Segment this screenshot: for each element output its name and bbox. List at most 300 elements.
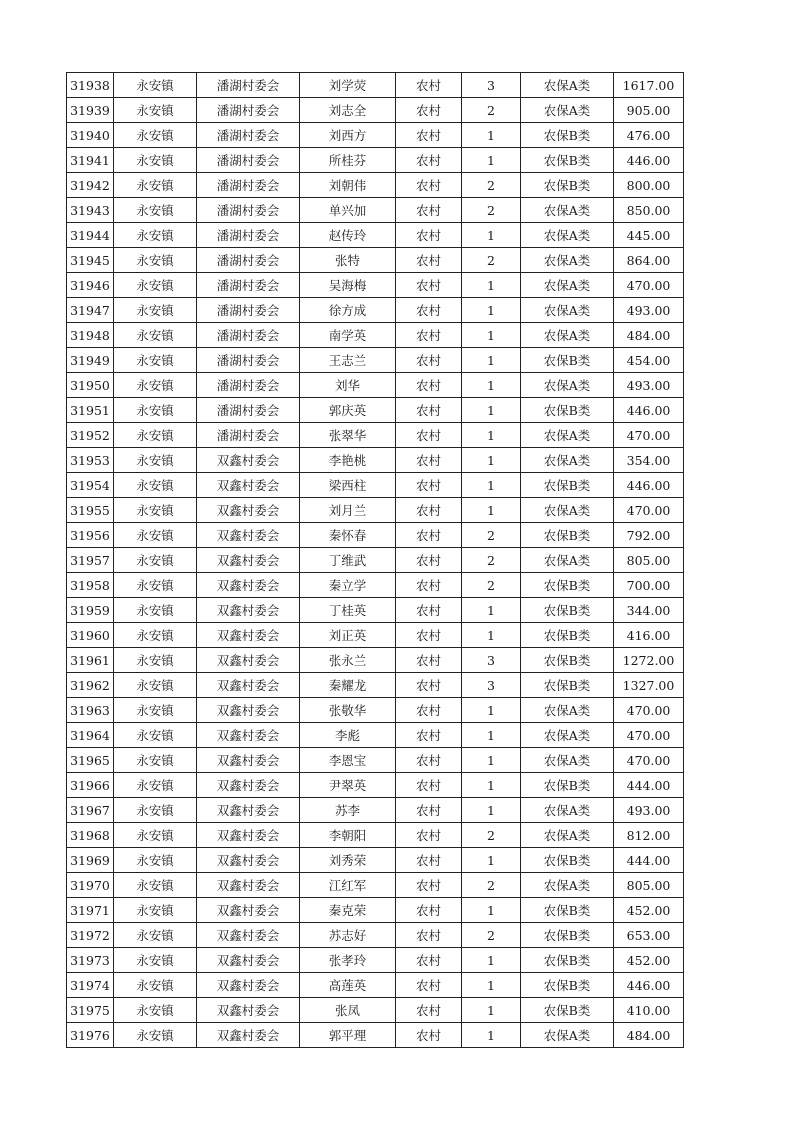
household-type-cell: 农村 [396, 123, 462, 148]
table-row [67, 348, 684, 373]
record-id-cell: 31944 [67, 223, 114, 248]
household-type-cell: 农村 [396, 373, 462, 398]
town-cell: 永安镇 [114, 348, 197, 373]
category-cell: 农保A类 [521, 823, 614, 848]
town-cell: 永安镇 [114, 373, 197, 398]
town-cell: 永安镇 [114, 698, 197, 723]
table-row [67, 798, 684, 823]
household-type-cell: 农村 [396, 648, 462, 673]
category-cell: 农保B类 [521, 523, 614, 548]
category-cell: 农保B类 [521, 473, 614, 498]
household-size-cell: 1 [462, 298, 521, 323]
name-cell: 郭平理 [300, 1023, 396, 1048]
amount-cell: 792.00 [614, 523, 684, 548]
village-committee-cell: 双鑫村委会 [197, 698, 300, 723]
category-cell: 农保A类 [521, 298, 614, 323]
record-id-cell: 31971 [67, 898, 114, 923]
village-committee-cell: 双鑫村委会 [197, 573, 300, 598]
household-type-cell: 农村 [396, 573, 462, 598]
household-type-cell: 农村 [396, 1023, 462, 1048]
name-cell: 张凤 [300, 998, 396, 1023]
table-row [67, 248, 684, 273]
name-cell: 秦立学 [300, 573, 396, 598]
roster-table-body [67, 73, 684, 1048]
category-cell: 农保B类 [521, 173, 614, 198]
household-size-cell: 1 [462, 848, 521, 873]
household-size-cell: 3 [462, 73, 521, 98]
name-cell: 丁维武 [300, 548, 396, 573]
name-cell: 丁桂英 [300, 598, 396, 623]
town-cell: 永安镇 [114, 773, 197, 798]
village-committee-cell: 潘湖村委会 [197, 273, 300, 298]
household-size-cell: 1 [462, 348, 521, 373]
household-size-cell: 1 [462, 798, 521, 823]
record-id-cell: 31951 [67, 398, 114, 423]
amount-cell: 493.00 [614, 373, 684, 398]
amount-cell: 410.00 [614, 998, 684, 1023]
name-cell: 尹翠英 [300, 773, 396, 798]
household-size-cell: 1 [462, 748, 521, 773]
village-committee-cell: 潘湖村委会 [197, 423, 300, 448]
household-size-cell: 2 [462, 548, 521, 573]
name-cell: 李艳桃 [300, 448, 396, 473]
village-committee-cell: 双鑫村委会 [197, 473, 300, 498]
town-cell: 永安镇 [114, 398, 197, 423]
table-row [67, 98, 684, 123]
table-row [67, 373, 684, 398]
household-type-cell: 农村 [396, 223, 462, 248]
household-type-cell: 农村 [396, 823, 462, 848]
category-cell: 农保A类 [521, 548, 614, 573]
name-cell: 刘华 [300, 373, 396, 398]
table-row [67, 1023, 684, 1048]
name-cell: 单兴加 [300, 198, 396, 223]
name-cell: 刘学荧 [300, 73, 396, 98]
town-cell: 永安镇 [114, 498, 197, 523]
household-type-cell: 农村 [396, 848, 462, 873]
amount-cell: 850.00 [614, 198, 684, 223]
town-cell: 永安镇 [114, 448, 197, 473]
household-size-cell: 1 [462, 398, 521, 423]
table-row [67, 598, 684, 623]
village-committee-cell: 潘湖村委会 [197, 198, 300, 223]
record-id-cell: 31947 [67, 298, 114, 323]
village-committee-cell: 双鑫村委会 [197, 948, 300, 973]
village-committee-cell: 双鑫村委会 [197, 873, 300, 898]
record-id-cell: 31940 [67, 123, 114, 148]
record-id-cell: 31972 [67, 923, 114, 948]
name-cell: 李恩宝 [300, 748, 396, 773]
table-row [67, 148, 684, 173]
town-cell: 永安镇 [114, 123, 197, 148]
record-id-cell: 31953 [67, 448, 114, 473]
town-cell: 永安镇 [114, 648, 197, 673]
town-cell: 永安镇 [114, 848, 197, 873]
town-cell: 永安镇 [114, 898, 197, 923]
village-committee-cell: 双鑫村委会 [197, 598, 300, 623]
table-row [67, 573, 684, 598]
record-id-cell: 31957 [67, 548, 114, 573]
household-size-cell: 1 [462, 498, 521, 523]
household-type-cell: 农村 [396, 198, 462, 223]
name-cell: 徐方成 [300, 298, 396, 323]
household-type-cell: 农村 [396, 448, 462, 473]
amount-cell: 864.00 [614, 248, 684, 273]
amount-cell: 444.00 [614, 773, 684, 798]
record-id-cell: 31965 [67, 748, 114, 773]
town-cell: 永安镇 [114, 748, 197, 773]
name-cell: 张翠华 [300, 423, 396, 448]
category-cell: 农保A类 [521, 798, 614, 823]
town-cell: 永安镇 [114, 473, 197, 498]
category-cell: 农保A类 [521, 873, 614, 898]
town-cell: 永安镇 [114, 73, 197, 98]
category-cell: 农保A类 [521, 323, 614, 348]
town-cell: 永安镇 [114, 1023, 197, 1048]
record-id-cell: 31968 [67, 823, 114, 848]
table-row [67, 748, 684, 773]
amount-cell: 446.00 [614, 973, 684, 998]
household-size-cell: 1 [462, 423, 521, 448]
amount-cell: 446.00 [614, 398, 684, 423]
household-size-cell: 1 [462, 598, 521, 623]
category-cell: 农保A类 [521, 423, 614, 448]
roster-table [66, 72, 684, 1048]
category-cell: 农保A类 [521, 723, 614, 748]
name-cell: 张特 [300, 248, 396, 273]
village-committee-cell: 潘湖村委会 [197, 398, 300, 423]
amount-cell: 454.00 [614, 348, 684, 373]
household-size-cell: 1 [462, 273, 521, 298]
table-row [67, 473, 684, 498]
name-cell: 苏李 [300, 798, 396, 823]
household-size-cell: 2 [462, 573, 521, 598]
amount-cell: 470.00 [614, 423, 684, 448]
village-committee-cell: 双鑫村委会 [197, 1023, 300, 1048]
household-type-cell: 农村 [396, 148, 462, 173]
village-committee-cell: 双鑫村委会 [197, 773, 300, 798]
table-row [67, 823, 684, 848]
town-cell: 永安镇 [114, 248, 197, 273]
amount-cell: 470.00 [614, 723, 684, 748]
village-committee-cell: 双鑫村委会 [197, 548, 300, 573]
name-cell: 刘志全 [300, 98, 396, 123]
category-cell: 农保B类 [521, 648, 614, 673]
table-row [67, 998, 684, 1023]
town-cell: 永安镇 [114, 223, 197, 248]
table-row [67, 648, 684, 673]
household-size-cell: 2 [462, 198, 521, 223]
household-type-cell: 农村 [396, 98, 462, 123]
household-size-cell: 1 [462, 698, 521, 723]
amount-cell: 445.00 [614, 223, 684, 248]
amount-cell: 470.00 [614, 698, 684, 723]
village-committee-cell: 双鑫村委会 [197, 673, 300, 698]
village-committee-cell: 双鑫村委会 [197, 973, 300, 998]
household-type-cell: 农村 [396, 523, 462, 548]
household-size-cell: 2 [462, 173, 521, 198]
record-id-cell: 31941 [67, 148, 114, 173]
village-committee-cell: 潘湖村委会 [197, 123, 300, 148]
amount-cell: 484.00 [614, 323, 684, 348]
village-committee-cell: 双鑫村委会 [197, 648, 300, 673]
household-size-cell: 1 [462, 773, 521, 798]
record-id-cell: 31954 [67, 473, 114, 498]
household-size-cell: 2 [462, 923, 521, 948]
household-size-cell: 3 [462, 673, 521, 698]
name-cell: 刘月兰 [300, 498, 396, 523]
village-committee-cell: 双鑫村委会 [197, 723, 300, 748]
household-type-cell: 农村 [396, 923, 462, 948]
category-cell: 农保A类 [521, 73, 614, 98]
table-row [67, 223, 684, 248]
category-cell: 农保B类 [521, 898, 614, 923]
household-size-cell: 1 [462, 898, 521, 923]
category-cell: 农保B类 [521, 973, 614, 998]
town-cell: 永安镇 [114, 98, 197, 123]
town-cell: 永安镇 [114, 973, 197, 998]
household-size-cell: 1 [462, 223, 521, 248]
village-committee-cell: 潘湖村委会 [197, 73, 300, 98]
household-size-cell: 1 [462, 623, 521, 648]
record-id-cell: 31942 [67, 173, 114, 198]
household-size-cell: 1 [462, 998, 521, 1023]
village-committee-cell: 潘湖村委会 [197, 323, 300, 348]
household-type-cell: 农村 [396, 423, 462, 448]
name-cell: 赵传玲 [300, 223, 396, 248]
town-cell: 永安镇 [114, 598, 197, 623]
name-cell: 秦克荣 [300, 898, 396, 923]
household-type-cell: 农村 [396, 948, 462, 973]
category-cell: 农保A类 [521, 248, 614, 273]
household-type-cell: 农村 [396, 323, 462, 348]
table-row [67, 698, 684, 723]
category-cell: 农保A类 [521, 273, 614, 298]
amount-cell: 470.00 [614, 498, 684, 523]
household-type-cell: 农村 [396, 698, 462, 723]
village-committee-cell: 潘湖村委会 [197, 248, 300, 273]
village-committee-cell: 双鑫村委会 [197, 923, 300, 948]
household-type-cell: 农村 [396, 973, 462, 998]
table-row [67, 73, 684, 98]
amount-cell: 700.00 [614, 573, 684, 598]
table-row [67, 773, 684, 798]
town-cell: 永安镇 [114, 173, 197, 198]
category-cell: 农保A类 [521, 448, 614, 473]
table-row [67, 848, 684, 873]
table-row [67, 973, 684, 998]
table-row [67, 723, 684, 748]
category-cell: 农保A类 [521, 373, 614, 398]
household-size-cell: 3 [462, 648, 521, 673]
amount-cell: 446.00 [614, 148, 684, 173]
amount-cell: 1327.00 [614, 673, 684, 698]
category-cell: 农保A类 [521, 698, 614, 723]
town-cell: 永安镇 [114, 323, 197, 348]
amount-cell: 812.00 [614, 823, 684, 848]
amount-cell: 416.00 [614, 623, 684, 648]
table-row [67, 423, 684, 448]
village-committee-cell: 潘湖村委会 [197, 348, 300, 373]
village-committee-cell: 双鑫村委会 [197, 448, 300, 473]
record-id-cell: 31949 [67, 348, 114, 373]
village-committee-cell: 双鑫村委会 [197, 998, 300, 1023]
category-cell: 农保B类 [521, 573, 614, 598]
town-cell: 永安镇 [114, 673, 197, 698]
household-type-cell: 农村 [396, 73, 462, 98]
category-cell: 农保B类 [521, 148, 614, 173]
village-committee-cell: 双鑫村委会 [197, 798, 300, 823]
village-committee-cell: 潘湖村委会 [197, 173, 300, 198]
record-id-cell: 31945 [67, 248, 114, 273]
amount-cell: 446.00 [614, 473, 684, 498]
amount-cell: 452.00 [614, 948, 684, 973]
household-size-cell: 1 [462, 448, 521, 473]
record-id-cell: 31952 [67, 423, 114, 448]
amount-cell: 470.00 [614, 748, 684, 773]
town-cell: 永安镇 [114, 873, 197, 898]
category-cell: 农保B类 [521, 623, 614, 648]
category-cell: 农保A类 [521, 223, 614, 248]
name-cell: 王志兰 [300, 348, 396, 373]
household-size-cell: 2 [462, 823, 521, 848]
household-type-cell: 农村 [396, 673, 462, 698]
village-committee-cell: 潘湖村委会 [197, 98, 300, 123]
household-size-cell: 2 [462, 873, 521, 898]
household-type-cell: 农村 [396, 398, 462, 423]
name-cell: 梁西柱 [300, 473, 396, 498]
amount-cell: 452.00 [614, 898, 684, 923]
name-cell: 秦耀龙 [300, 673, 396, 698]
table-row [67, 273, 684, 298]
record-id-cell: 31958 [67, 573, 114, 598]
table-row [67, 923, 684, 948]
amount-cell: 805.00 [614, 548, 684, 573]
household-type-cell: 农村 [396, 248, 462, 273]
table-row [67, 673, 684, 698]
name-cell: 张敬华 [300, 698, 396, 723]
town-cell: 永安镇 [114, 548, 197, 573]
amount-cell: 800.00 [614, 173, 684, 198]
household-type-cell: 农村 [396, 298, 462, 323]
household-size-cell: 2 [462, 248, 521, 273]
table-row [67, 448, 684, 473]
record-id-cell: 31973 [67, 948, 114, 973]
table-row [67, 898, 684, 923]
amount-cell: 476.00 [614, 123, 684, 148]
record-id-cell: 31950 [67, 373, 114, 398]
household-type-cell: 农村 [396, 273, 462, 298]
record-id-cell: 31976 [67, 1023, 114, 1048]
table-row [67, 498, 684, 523]
record-id-cell: 31946 [67, 273, 114, 298]
category-cell: 农保A类 [521, 98, 614, 123]
record-id-cell: 31961 [67, 648, 114, 673]
category-cell: 农保A类 [521, 748, 614, 773]
town-cell: 永安镇 [114, 523, 197, 548]
table-row [67, 548, 684, 573]
household-type-cell: 农村 [396, 598, 462, 623]
name-cell: 吴海梅 [300, 273, 396, 298]
record-id-cell: 31966 [67, 773, 114, 798]
village-committee-cell: 双鑫村委会 [197, 523, 300, 548]
household-type-cell: 农村 [396, 898, 462, 923]
village-committee-cell: 潘湖村委会 [197, 223, 300, 248]
record-id-cell: 31974 [67, 973, 114, 998]
household-size-cell: 1 [462, 973, 521, 998]
amount-cell: 905.00 [614, 98, 684, 123]
town-cell: 永安镇 [114, 198, 197, 223]
record-id-cell: 31956 [67, 523, 114, 548]
name-cell: 江红军 [300, 873, 396, 898]
category-cell: 农保B类 [521, 398, 614, 423]
household-type-cell: 农村 [396, 773, 462, 798]
table-row [67, 298, 684, 323]
town-cell: 永安镇 [114, 623, 197, 648]
household-type-cell: 农村 [396, 623, 462, 648]
household-size-cell: 2 [462, 98, 521, 123]
table-row [67, 173, 684, 198]
record-id-cell: 31955 [67, 498, 114, 523]
name-cell: 张孝玲 [300, 948, 396, 973]
amount-cell: 653.00 [614, 923, 684, 948]
household-type-cell: 农村 [396, 498, 462, 523]
village-committee-cell: 双鑫村委会 [197, 623, 300, 648]
record-id-cell: 31964 [67, 723, 114, 748]
amount-cell: 470.00 [614, 273, 684, 298]
category-cell: 农保B类 [521, 123, 614, 148]
town-cell: 永安镇 [114, 273, 197, 298]
name-cell: 南学英 [300, 323, 396, 348]
town-cell: 永安镇 [114, 998, 197, 1023]
town-cell: 永安镇 [114, 948, 197, 973]
household-type-cell: 农村 [396, 873, 462, 898]
record-id-cell: 31963 [67, 698, 114, 723]
household-size-cell: 2 [462, 523, 521, 548]
table-row [67, 523, 684, 548]
household-type-cell: 农村 [396, 173, 462, 198]
category-cell: 农保B类 [521, 923, 614, 948]
category-cell: 农保A类 [521, 498, 614, 523]
amount-cell: 493.00 [614, 798, 684, 823]
record-id-cell: 31943 [67, 198, 114, 223]
village-committee-cell: 双鑫村委会 [197, 748, 300, 773]
name-cell: 张永兰 [300, 648, 396, 673]
name-cell: 刘正英 [300, 623, 396, 648]
town-cell: 永安镇 [114, 923, 197, 948]
town-cell: 永安镇 [114, 298, 197, 323]
town-cell: 永安镇 [114, 423, 197, 448]
amount-cell: 344.00 [614, 598, 684, 623]
name-cell: 秦怀春 [300, 523, 396, 548]
household-type-cell: 农村 [396, 998, 462, 1023]
table-row [67, 123, 684, 148]
village-committee-cell: 双鑫村委会 [197, 823, 300, 848]
name-cell: 刘朝伟 [300, 173, 396, 198]
amount-cell: 1617.00 [614, 73, 684, 98]
record-id-cell: 31948 [67, 323, 114, 348]
amount-cell: 1272.00 [614, 648, 684, 673]
amount-cell: 805.00 [614, 873, 684, 898]
category-cell: 农保B类 [521, 948, 614, 973]
record-id-cell: 31970 [67, 873, 114, 898]
household-size-cell: 1 [462, 323, 521, 348]
household-size-cell: 1 [462, 473, 521, 498]
household-size-cell: 1 [462, 373, 521, 398]
household-size-cell: 1 [462, 948, 521, 973]
name-cell: 刘西方 [300, 123, 396, 148]
town-cell: 永安镇 [114, 573, 197, 598]
